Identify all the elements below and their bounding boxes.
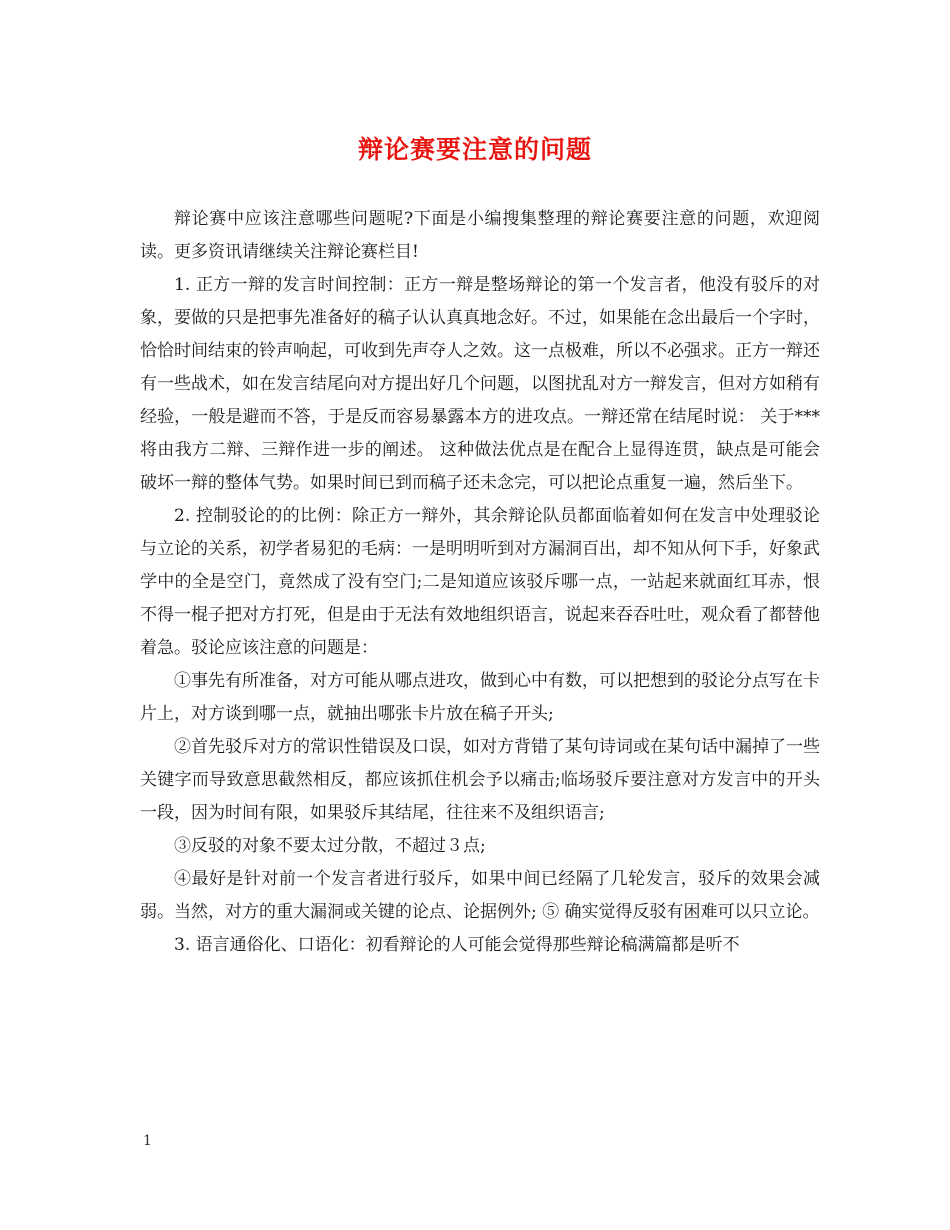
paragraph-point-1: 1. 正方一辩的发言时间控制：正方一辩是整场辩论的第一个发言者，他没有驳斥的对象，要做的只是把事先准备好的稿子认认真真地念好。不过，如果能在念出最后一个字时，恰恰时间结束的铃声响起，可收到先声夺人之效。这一点极难，所以不必强求。正方一辩还有一些战术，如在发言结尾向对方提出好几个问题，以图扰乱对方一辩发言，但对方如稍有经验，一般是避而不答，于是反而容易暴露本方的进攻点。一辩还常在结尾时说： 关于***将由我方二辩、三辩作进一步的阐述。 这种做法优点是在配合上显得连贯，缺点是可能会破坏一辩的整体气势。如果时间已到而稿子还未念完，可以把论点重复一遍，然后坐下。 bbox=[140, 275, 820, 493]
paragraph-sub-3: ③反驳的对象不要太过分散，不超过３点; bbox=[174, 836, 486, 856]
paragraph-sub-2: ②首先驳斥对方的常识性错误及口误，如对方背错了某句诗词或在某句话中漏掉了一些关键字而导致意思截然相反，都应该抓住机会予以痛击;临场驳斥要注意对方发言中的开头一段，因为时间有限，如果驳斥其结尾，往往来不及组织语言; bbox=[140, 737, 820, 823]
document-title: 辩论赛要注意的问题 bbox=[357, 135, 592, 164]
paragraph-point-3: 3. 语言通俗化、口语化：初看辩论的人可能会觉得那些辩论稿满篇都是听不 bbox=[174, 935, 740, 955]
document-body bbox=[140, 203, 820, 962]
paragraph-sub-1: ①事先有所准备，对方可能从哪点进攻，做到心中有数，可以把想到的驳论分点写在卡片上，对方谈到哪一点，就抽出哪张卡片放在稿子开头; bbox=[140, 671, 820, 724]
paragraph-point-2: 2. 控制驳论的的比例：除正方一辩外，其余辩论队员都面临着如何在发言中处理驳论与立论的关系，初学者易犯的毛病：一是明明听到对方漏洞百出，却不知从何下手，好象武学中的全是空门，竟然成了没有空门;二是知道应该驳斥哪一点，一站起来就面红耳赤，恨不得一棍子把对方打死，但是由于无法有效地组织语言，说起来吞吞吐吐，观众看了都替他着急。驳论应该注意的问题是： bbox=[140, 506, 820, 658]
page-number: 1 bbox=[143, 1133, 152, 1149]
paragraph-sub-4: ④最好是针对前一个发言者进行驳斥，如果中间已经隔了几轮发言，驳斥的效果会减弱。当然，对方的重大漏洞或关键的论点、论据例外; ⑤ 确实觉得反驳有困难可以只立论。 bbox=[140, 869, 820, 922]
paragraph-intro: 辩论赛中应该注意哪些问题呢?下面是小编搜集整理的辩论赛要注意的问题，欢迎阅读。更多资讯请继续关注辩论赛栏目! bbox=[140, 209, 820, 262]
